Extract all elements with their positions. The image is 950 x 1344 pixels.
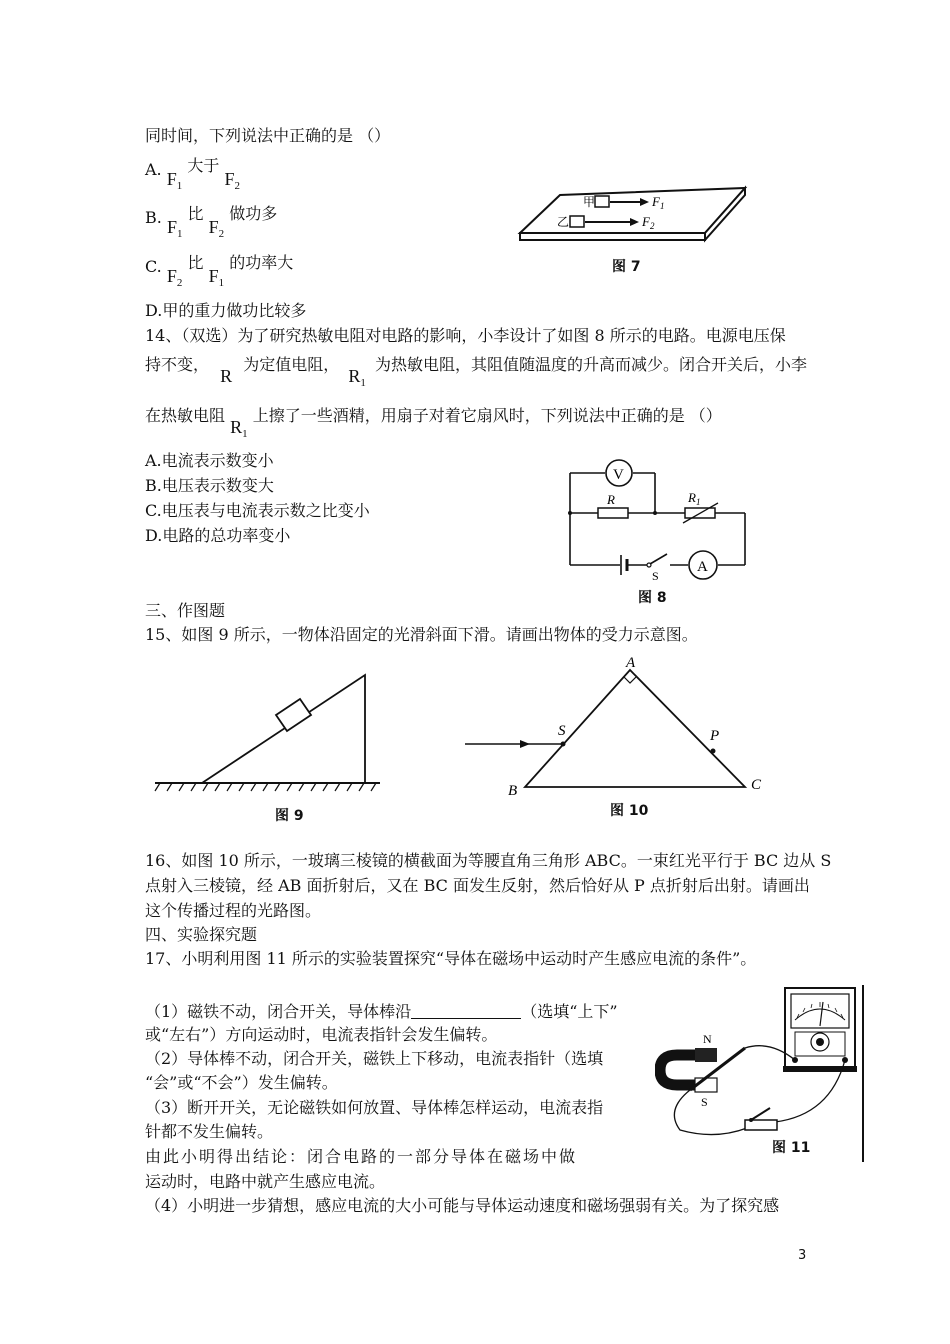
resistor-r-symbol: R [220, 366, 233, 386]
q13-option-d: D.甲的重力做功比较多 [145, 301, 307, 320]
q14-option-c: C.电压表与电流表示数之比变小 [145, 501, 370, 520]
answer-blank[interactable] [411, 1004, 521, 1019]
figure-10-caption: 图 10 [610, 803, 649, 819]
wire-2 [674, 1090, 747, 1135]
switch-label: S [652, 569, 659, 583]
q16-line-1: 16、如图 10 所示，一玻璃三棱镜的横截面为等腰直角三角形 ABC。一束红光平行于 BC 边从 S [145, 851, 832, 870]
q14-line-3: 在热敏电阻 $R_1$ 上擦了一些酒精，用扇子对着它扇风时，下列说法中正确的是 （） [145, 406, 722, 440]
sliding-block [276, 699, 311, 731]
q14-option-a: A.电流表示数变小 [145, 451, 274, 470]
resistor-r1-symbol: $R_1$ [348, 366, 366, 389]
force-f1-symbol: $F_1$ [166, 217, 183, 240]
figure-8-circuit [560, 455, 755, 585]
force-f2-symbol: $F_2$ [208, 217, 225, 240]
incident-ray-arrow [520, 740, 530, 748]
q17-part-1-line-2: 或“左右”）方向运动时，电流表指针会发生偏转。 [145, 1025, 498, 1044]
force-f1-symbol: $F_1$ [166, 169, 183, 192]
q13-option-b: B. $F_1$ 比 $F_2$ 做功多 [145, 204, 278, 240]
f2-label: $F_2$ [642, 214, 655, 231]
q15-text: 15、如图 9 所示，一物体沿固定的光滑斜面下滑。请画出物体的受力示意图。 [145, 625, 698, 644]
block-yi [570, 216, 584, 227]
f1-label: $F_1$ [652, 194, 665, 211]
q17-part-2-line-2: “会”或“不会”）发生偏转。 [145, 1073, 338, 1092]
q17-part-3-line-2: 针都不发生偏转。 [145, 1122, 274, 1141]
q17-part-4: （4）小明进一步猜想，感应电流的大小可能与导体运动速度和磁场强弱有关。为了探究感 [145, 1196, 780, 1215]
page-number: 3 [798, 1248, 807, 1263]
force-f2-symbol: $F_2$ [224, 169, 240, 192]
q17-conclusion-line-2: 运动时，电路中就产生感应电流。 [145, 1172, 386, 1191]
point-s-label: S [558, 723, 566, 739]
resistor-r [598, 508, 628, 518]
figure-8-caption: 图 8 [638, 590, 667, 606]
q13-option-a: A. $F_1$ 大于 $F_2$ [145, 156, 240, 192]
figure-11-apparatus [655, 980, 870, 1165]
horseshoe-magnet [660, 1048, 717, 1092]
block-jia-label: 甲 [583, 195, 596, 209]
q17-conclusion-line-1: 由此小明得出结论：闭合电路的一部分导体在磁场中做 [145, 1147, 578, 1166]
section-4-heading: 四、实验探究题 [145, 925, 258, 944]
q16-line-2: 点射入三棱镜，经 AB 面折射后，又在 BC 面发生反射，然后恰好从 P 点折射后出射。请画出 [145, 876, 810, 895]
point-s [561, 742, 566, 747]
voltmeter-label: V [613, 467, 624, 483]
incline-triangle [202, 675, 365, 783]
q14-line-2: 持不变， R 为定值电阻， $R_1$ 为热敏电阻，其阻值随温度的升高而减少。闭合开关后，小李 [145, 355, 807, 389]
figure-11-caption: 图 11 [772, 1140, 811, 1156]
q17-intro: 17、小明利用图 11 所示的实验装置探究“导体在磁场中运动时产生感应电流的条件”。 [145, 949, 757, 968]
figure-9-caption: 图 9 [275, 808, 304, 824]
q13-option-c: C. $F_2$ 比 $F_1$ 的功率大 [145, 253, 294, 289]
ammeter-label: A [697, 559, 708, 575]
resistor-r-label: R [607, 492, 615, 507]
vertex-c-label: C [751, 777, 762, 793]
point-p [711, 749, 716, 754]
q16-line-3: 这个传播过程的光路图。 [145, 901, 322, 920]
figure-7-caption: 图 7 [612, 259, 641, 275]
section-3-heading: 三、作图题 [145, 601, 226, 620]
magnet-s-label: S [701, 1095, 708, 1109]
point-p-label: P [710, 728, 720, 744]
switch [745, 1108, 777, 1130]
switch-lever [650, 554, 667, 564]
q14-option-b: B.电压表示数变大 [145, 476, 274, 495]
vertex-a-label: A [626, 655, 636, 671]
force-f1-symbol: $F_1$ [208, 266, 225, 289]
q17-part-3-line-1: （3）断开开关，无论磁铁如何放置、导体棒怎样运动，电流表指 [145, 1098, 604, 1117]
q13-intro: 同时间，下列说法中正确的是 （） [145, 126, 391, 145]
magnet-n-label: N [703, 1032, 712, 1046]
block-jia [595, 196, 609, 207]
q14-option-d: D.电路的总功率变小 [145, 526, 291, 545]
force-f2-symbol: $F_2$ [166, 266, 183, 289]
right-angle-mark [624, 677, 636, 683]
figure-9-incline [150, 665, 385, 800]
q17-part-2-line-1: （2）导体棒不动，闭合开关，磁铁上下移动，电流表指针（选填 [145, 1049, 604, 1068]
board-front [520, 233, 705, 240]
block-yi-label: 乙 [557, 215, 570, 229]
figure-10-prism [460, 650, 770, 800]
vertex-b-label: B [508, 783, 518, 799]
q17-part-1-line-1: （1）磁铁不动，闭合开关，导体棒沿 （选填“上下” [145, 1002, 618, 1021]
q14-line-1: 14、（双选）为了研究热敏电阻对电路的影响，小李设计了如图 8 所示的电路。电源电压保 [145, 326, 786, 345]
thermistor-label: $R_1$ [688, 490, 701, 507]
resistor-r1-symbol: $R_1$ [230, 417, 248, 440]
